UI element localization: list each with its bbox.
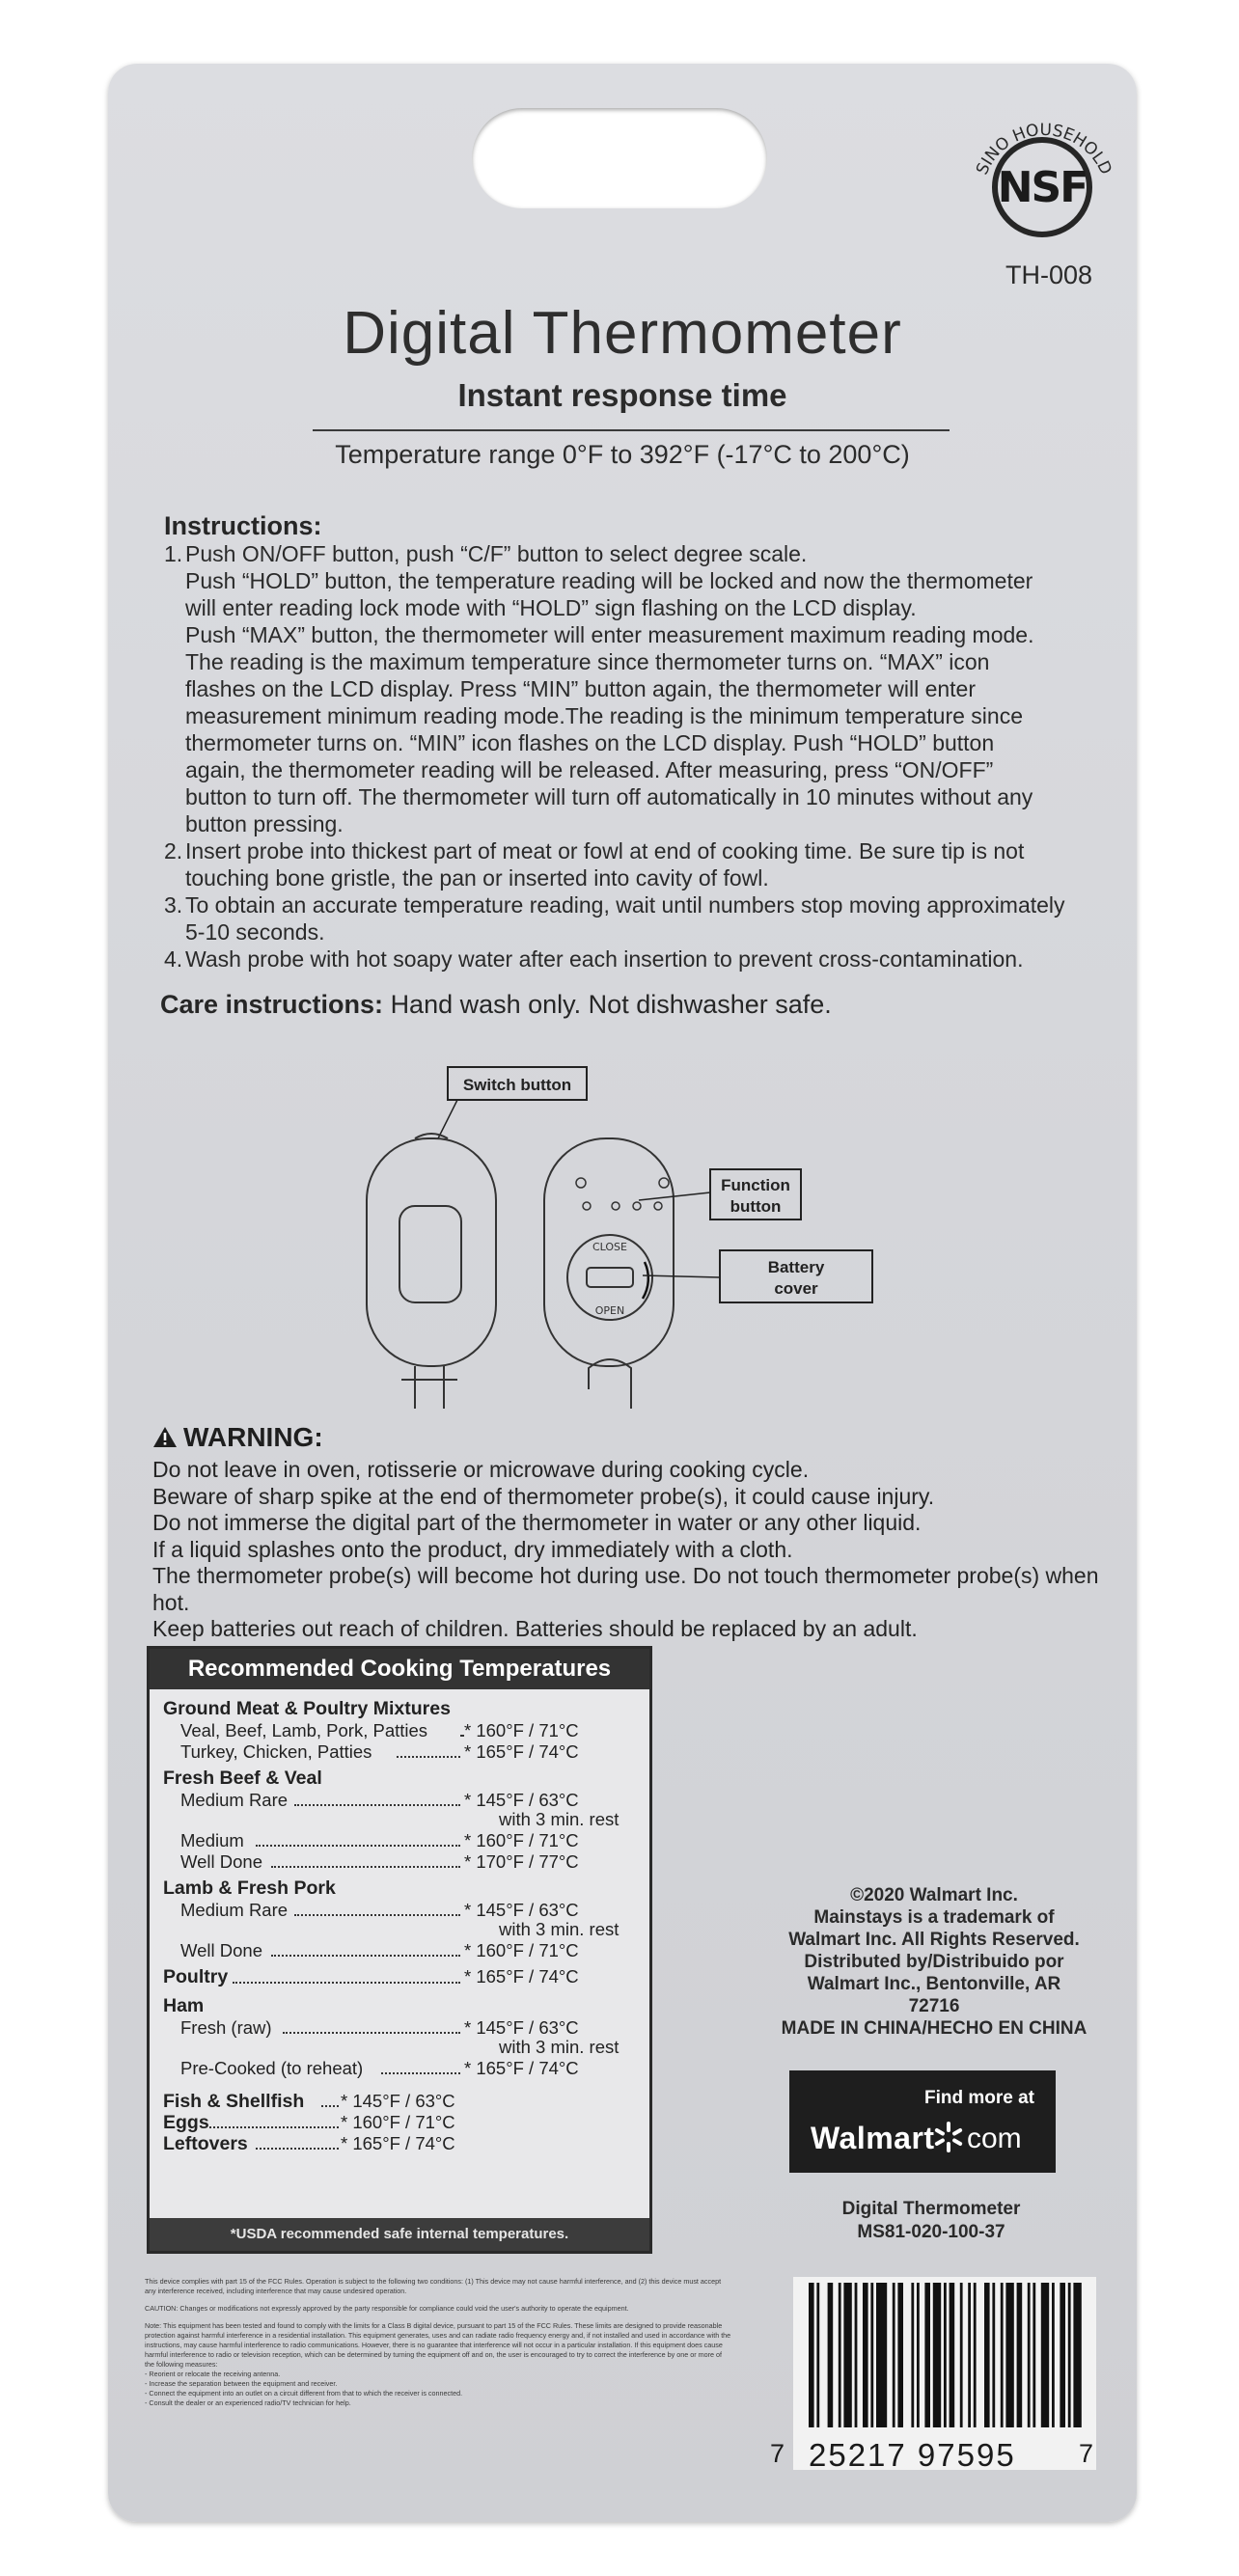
barcode-bar xyxy=(1032,2283,1035,2427)
barcode-bar xyxy=(944,2283,947,2427)
row-label: Eggs xyxy=(163,2112,209,2133)
care-text: Hand wash only. Not dishwasher safe. xyxy=(390,990,832,1019)
table-rows xyxy=(163,1697,636,2154)
warning-line: The thermometer probe(s) will become hot during use. Do not touch thermometer probe(s) when hot. xyxy=(152,1563,1099,1615)
instruction-item xyxy=(164,945,1090,973)
row-value: * 145°F / 63°C xyxy=(464,1900,579,1920)
row-value: * 160°F / 71°C xyxy=(464,1940,579,1960)
battery-cover-slot xyxy=(587,1268,633,1287)
product-info xyxy=(791,2198,1071,2244)
warning-heading xyxy=(152,1422,323,1453)
fcc-measure: - Connect the equipment into an outlet on a circuit different from that to which the receiver is connected. xyxy=(145,2389,463,2398)
barcode-bar xyxy=(911,2283,914,2427)
barcode-bar xyxy=(876,2283,887,2427)
row-label: Fish & Shellfish xyxy=(163,2091,305,2112)
rotate-arrow xyxy=(643,1262,648,1299)
thermometer-diagram xyxy=(357,1061,897,1418)
dot-leader xyxy=(283,2032,460,2034)
care-instructions xyxy=(160,990,832,1020)
function-button-3 xyxy=(633,1202,641,1210)
row-value: * 160°F / 71°C xyxy=(464,1720,579,1740)
table-row xyxy=(163,1851,636,1873)
close-text: CLOSE xyxy=(592,1241,628,1253)
instruction-line: Insert probe into thickest part of meat or fowl at end of cooking time. Be sure tip is not xyxy=(185,838,1025,863)
row-value: * 145°F / 63°C xyxy=(464,1790,579,1810)
table-row xyxy=(163,1741,636,1763)
barcode-digits: 25217 97595 xyxy=(809,2437,1016,2473)
barcode-bar xyxy=(984,2283,990,2427)
thermometer-front-body xyxy=(367,1138,496,1366)
instruction-line: To obtain an accurate temperature reading, wait until numbers stop moving approximately xyxy=(185,892,1065,918)
barcode-bar xyxy=(855,2283,858,2427)
barcode-bar xyxy=(968,2283,971,2427)
find-more-text: Find more at xyxy=(923,2088,1034,2108)
barcode-bar xyxy=(950,2283,955,2427)
instruction-number: 1. xyxy=(164,541,183,566)
battery-label-1: Battery xyxy=(767,1258,825,1276)
row-label: Pre-Cooked (to reheat) xyxy=(180,2058,364,2078)
dot-leader xyxy=(397,1756,460,1758)
dot-leader xyxy=(256,2148,339,2150)
legal-line: Walmart Inc., Bentonville, AR 72716 xyxy=(807,1974,1061,2016)
instruction-item xyxy=(164,540,1090,837)
row-value: * 145°F / 63°C xyxy=(341,2091,455,2111)
row-label: Poultry xyxy=(163,1966,229,1987)
table-row xyxy=(163,2112,636,2133)
legal-text xyxy=(780,1884,1088,2040)
table-row xyxy=(163,1963,636,1990)
barcode-bar xyxy=(1028,2283,1031,2427)
barcode-bar xyxy=(933,2283,941,2427)
category-beef: Fresh Beef & Veal xyxy=(163,1768,322,1789)
row-label: Well Done xyxy=(180,1851,263,1872)
function-button-4 xyxy=(654,1202,662,1210)
warning-line: Do not leave in oven, rotisserie or microwave during cooking cycle. xyxy=(152,1457,810,1482)
barcode-bar xyxy=(1001,2283,1004,2427)
instruction-line: thermometer turns on. “MIN” icon flashes on the LCD display. Push “HOLD” button xyxy=(185,730,995,755)
walmart-domain: com xyxy=(967,2123,1022,2154)
row-value: * 160°F / 71°C xyxy=(464,1830,579,1850)
model-code: TH-008 xyxy=(1005,260,1093,289)
barcode-bar xyxy=(992,2283,995,2427)
instruction-number: 4. xyxy=(164,946,183,972)
barcode-bar xyxy=(1017,2283,1023,2427)
screw-hole-right xyxy=(659,1178,669,1188)
instruction-line: The reading is the maximum temperature since thermometer turns on. “MAX” icon xyxy=(185,649,990,674)
barcode-bar xyxy=(843,2283,851,2427)
legal-line: Distributed by/Distribuido por xyxy=(804,1952,1064,1972)
dot-leader xyxy=(294,1914,460,1916)
table-row xyxy=(163,2017,636,2058)
fcc-measure: - Increase the separation between the equipment and receiver. xyxy=(145,2379,338,2388)
barcode-bar xyxy=(893,2283,895,2427)
row-rest-note: with 3 min. rest xyxy=(499,1919,620,1939)
cooking-temperature-table xyxy=(147,1646,652,2254)
care-label: Care instructions: xyxy=(160,990,384,1019)
row-value: * 165°F / 74°C xyxy=(464,1741,579,1762)
walmart-spark-icon xyxy=(932,2121,965,2153)
walmart-brand: Walmart xyxy=(811,2121,935,2155)
temperature-range: Temperature range 0°F to 392°F (-17°C to 200°C) xyxy=(335,440,910,469)
warning-line: If a liquid splashes onto the product, dry immediately with a cloth. xyxy=(152,1536,793,1562)
row-value: * 160°F / 71°C xyxy=(341,2112,455,2132)
barcode-bar xyxy=(809,2283,814,2427)
product-name: Digital Thermometer xyxy=(841,2199,1021,2219)
row-value: * 165°F / 74°C xyxy=(464,2058,579,2078)
dot-leader xyxy=(233,1982,460,1984)
fcc-paragraph-3: Note: This equipment has been tested and found to comply with the limits for a Class B digital device, pursuant to part 15 of the FCC Rules. These limits are designed to provide reasonable protection against harmful interference in a residential installation. This equipment generates, uses and can radiate radio frequency energy and, if not installed and used in accordance with the instructions, may cause harmful interference to radio communications. However, there is no guarantee that interference will not occur in a particular installation. If this equipment does cause harmful interference to radio or television reception, which can be determined by turning the equipment off and on, the user is encouraged to try to correct the interference by one or more of the following measures: xyxy=(145,2321,731,2369)
row-label: Medium Rare xyxy=(180,1790,289,1810)
table-row xyxy=(163,1900,636,1940)
instruction-line: button pressing. xyxy=(185,811,344,836)
warning-title-text: WARNING: xyxy=(183,1422,323,1452)
warning-line: Beware of sharp spike at the end of thermometer probe(s), it could cause injury. xyxy=(152,1483,935,1509)
row-label: Medium xyxy=(180,1830,244,1850)
instruction-line: 5-10 seconds. xyxy=(185,919,325,945)
battery-label-2: cover xyxy=(774,1279,818,1298)
barcode-bar xyxy=(974,2283,977,2427)
dot-leader xyxy=(271,1866,460,1868)
instruction-line: again, the thermometer reading will be released. After measuring, press “ON/OFF” xyxy=(185,757,994,782)
instructions-heading: Instructions: xyxy=(164,511,322,540)
function-button-2 xyxy=(612,1202,620,1210)
legal-line: Walmart Inc. All Rights Reserved. xyxy=(788,1930,1080,1950)
legal-line: Mainstays is a trademark of xyxy=(813,1907,1055,1928)
dot-leader xyxy=(294,1804,460,1806)
row-label: Well Done xyxy=(180,1940,263,1960)
screw-hole-left xyxy=(576,1178,586,1188)
fcc-measure: - Consult the dealer or an experienced radio/TV technician for help. xyxy=(145,2398,351,2407)
dot-leader xyxy=(321,2105,339,2107)
warning-line: Keep batteries out reach of children. Batteries should be replaced by an adult. xyxy=(152,1616,918,1641)
product-sku: MS81-020-100-37 xyxy=(857,2222,1005,2242)
row-label: Veal, Beef, Lamb, Pork, Patties xyxy=(180,1720,428,1740)
barcode-right-digit: 7 xyxy=(1079,2439,1094,2468)
table-row xyxy=(163,1720,636,1741)
table-row xyxy=(163,1830,636,1851)
barcode-bar xyxy=(828,2283,834,2427)
fcc-notice xyxy=(145,2277,731,2408)
table-row xyxy=(163,1940,636,1961)
table-row xyxy=(163,2091,636,2112)
function-button-1 xyxy=(583,1202,591,1210)
battery-leader-line xyxy=(643,1275,720,1277)
hang-hole xyxy=(472,108,767,208)
row-label: Turkey, Chicken, Patties xyxy=(180,1741,372,1762)
function-leader-line xyxy=(639,1192,710,1200)
instruction-line: touching bone gristle, the pan or inserted into cavity of fowl. xyxy=(185,865,769,891)
dot-leader xyxy=(271,1955,460,1957)
barcode-bar xyxy=(897,2283,903,2427)
warning-list xyxy=(152,1457,1137,1643)
row-value: * 145°F / 63°C xyxy=(464,2017,579,2038)
table-row xyxy=(163,1790,636,1830)
row-rest-note: with 3 min. rest xyxy=(499,1809,620,1829)
barcode-bar xyxy=(816,2283,819,2427)
barcode-left-digit: 7 xyxy=(770,2439,785,2468)
row-label: Leftovers xyxy=(163,2133,248,2154)
legal-line: MADE IN CHINA/HECHO EN CHINA xyxy=(781,2018,1088,2039)
barcode-bar xyxy=(1041,2283,1049,2427)
instruction-line: button to turn off. The thermometer will turn off automatically in 10 minutes without any xyxy=(185,784,1033,809)
table-row xyxy=(163,2058,636,2079)
barcode-bar xyxy=(863,2283,868,2427)
barcode-bar xyxy=(1068,2283,1071,2427)
instruction-line: measurement minimum reading mode.The reading is the minimum temperature since xyxy=(185,703,1023,728)
dot-leader xyxy=(381,2072,460,2074)
barcode-bar xyxy=(1073,2283,1081,2427)
row-value: * 165°F / 74°C xyxy=(464,1966,579,1987)
barcode xyxy=(793,2277,1096,2431)
barcode-bar xyxy=(1060,2283,1065,2427)
fcc-paragraph-2: CAUTION: Changes or modifications not expressly approved by the party responsible for compliance could void the user's authority to operate the equipment. xyxy=(145,2304,629,2313)
fcc-measure: - Reorient or relocate the receiving antenna. xyxy=(145,2370,281,2378)
function-label-2: button xyxy=(730,1197,782,1216)
category-lamb: Lamb & Fresh Pork xyxy=(163,1877,336,1899)
title-divider xyxy=(313,429,950,431)
instruction-line: Push “HOLD” button, the temperature reading will be locked and now the thermometer xyxy=(185,568,1033,593)
barcode-bar xyxy=(924,2283,930,2427)
row-value: * 165°F / 74°C xyxy=(341,2133,455,2153)
dot-leader xyxy=(209,2126,339,2128)
switch-label: Switch button xyxy=(462,1076,572,1094)
barcode-bar xyxy=(1052,2283,1055,2427)
warning-line: Do not immerse the digital part of the thermometer in water or any other liquid. xyxy=(152,1510,922,1535)
barcode-bar xyxy=(960,2283,963,2427)
dot-leader xyxy=(256,1845,460,1847)
instruction-line: Push “MAX” button, the thermometer will enter measurement maximum reading mode. xyxy=(185,622,1034,647)
instruction-line: will enter reading lock mode with “HOLD” sign flashing on the LCD display. xyxy=(185,595,917,620)
nsf-arc-label: SINO HOUSEHOLD xyxy=(972,120,1115,178)
table-row xyxy=(163,2133,636,2154)
category-ham: Ham xyxy=(163,1995,205,2016)
page-title: Digital Thermometer xyxy=(343,300,902,367)
row-rest-note: with 3 min. rest xyxy=(499,2037,620,2057)
row-label: Medium Rare xyxy=(180,1900,289,1920)
instructions-list xyxy=(164,540,1090,973)
row-value: * 170°F / 77°C xyxy=(464,1851,579,1872)
barcode-bar xyxy=(839,2283,841,2427)
table-footnote: *USDA recommended safe internal temperatures. xyxy=(150,2218,649,2251)
instruction-number: 2. xyxy=(164,838,183,863)
walmart-badge xyxy=(789,2070,1056,2173)
barcode-bar xyxy=(870,2283,873,2427)
table-title: Recommended Cooking Temperatures xyxy=(150,1649,649,1689)
instruction-item xyxy=(164,891,1090,945)
lcd-window xyxy=(399,1206,461,1302)
nsf-certification-badge xyxy=(953,96,1135,278)
legal-line: ©2020 Walmart Inc. xyxy=(850,1885,1018,1905)
instruction-number: 3. xyxy=(164,892,183,918)
category-ground: Ground Meat & Poultry Mixtures xyxy=(163,1698,451,1719)
barcode-bar xyxy=(917,2283,920,2427)
instruction-item xyxy=(164,837,1090,891)
function-label-1: Function xyxy=(721,1176,790,1194)
instruction-line: flashes on the LCD display. Press “MIN” button again, the thermometer will enter xyxy=(185,676,976,701)
open-text: OPEN xyxy=(594,1304,625,1317)
instruction-line: Push ON/OFF button, push “C/F” button to select degree scale. xyxy=(185,541,808,566)
warning-icon xyxy=(152,1426,178,1448)
fcc-paragraph-1: This device complies with part 15 of the FCC Rules. Operation is subject to the following two conditions: (1) This device may not cause harmful interference, and (2) this device must accept any interference received, including interference that may cause undesired operation. xyxy=(145,2277,722,2295)
instruction-line: Wash probe with hot soapy water after each insertion to prevent cross-contamination. xyxy=(185,946,1024,972)
barcode-bar xyxy=(1005,2283,1013,2427)
subtitle: Instant response time xyxy=(457,377,787,413)
nsf-logo: NSF xyxy=(992,137,1092,237)
switch-leader-line xyxy=(438,1100,457,1138)
row-label: Fresh (raw) xyxy=(180,2017,272,2038)
